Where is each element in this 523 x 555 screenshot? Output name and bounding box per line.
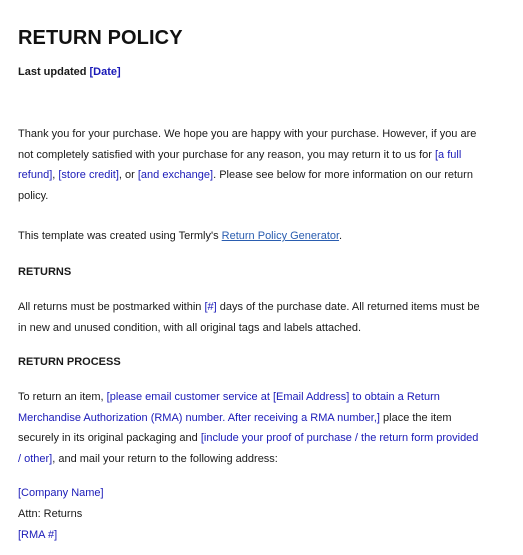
last-updated	[18, 66, 121, 78]
intro-line-2: not completely satisfied with your purchase for any reason, you may return it to us for	[18, 148, 435, 161]
return-policy-generator-link[interactable]: Return Policy Generator	[221, 230, 340, 242]
template-note-text: This template was created using Termly's	[18, 230, 222, 242]
proof-of-purchase-placeholder-1: [include your proof of purchase / the return form provided	[200, 432, 479, 444]
intro-separator-1: ,	[52, 169, 59, 181]
address-company-placeholder: [Company Name]	[18, 487, 104, 499]
process-line-4b: , and mail your return to the following address:	[52, 452, 278, 465]
full-refund-placeholder-start: [a full	[434, 148, 462, 161]
returns-paragraph	[18, 297, 508, 338]
exchange-placeholder: [and exchange]	[137, 169, 214, 181]
process-line-2b: place the item	[379, 411, 452, 424]
process-line-3a: securely in its original packaging and	[18, 432, 201, 444]
last-updated-date-placeholder: [Date]	[89, 66, 121, 78]
address-rma-placeholder: [RMA #]	[18, 529, 58, 541]
intro-separator-2: , or	[118, 169, 138, 181]
address-attn: Attn: Returns	[18, 508, 83, 520]
returns-heading: RETURNS	[18, 266, 72, 278]
return-process-heading: RETURN PROCESS	[18, 356, 121, 368]
template-note	[18, 226, 508, 247]
proof-of-purchase-placeholder-2: / other]	[18, 452, 53, 465]
intro-paragraph	[18, 124, 508, 206]
returns-line-1a: All returns must be postmarked within	[18, 301, 205, 313]
returns-line-2: in new and unused condition, with all original tags and labels attached.	[18, 321, 362, 334]
full-refund-placeholder-end: refund]	[18, 169, 53, 181]
days-placeholder: [#]	[204, 301, 217, 313]
template-note-end: .	[339, 230, 343, 242]
email-instruction-placeholder-1: [please email customer service at [Email Address] to obtain a Return	[106, 391, 440, 403]
store-credit-placeholder: [store credit]	[58, 169, 119, 181]
process-line-1a: To return an item,	[18, 391, 107, 403]
last-updated-label: Last updated	[18, 66, 90, 78]
intro-line-1: Thank you for your purchase. We hope you are happy with your purchase. However, if you are	[18, 128, 477, 140]
returns-line-1b: days of the purchase date. All returned items must be	[216, 301, 480, 313]
page-title: RETURN POLICY	[18, 27, 183, 49]
intro-line-4: policy.	[18, 189, 49, 202]
return-process-paragraph	[18, 387, 508, 469]
email-instruction-placeholder-2: Merchandise Authorization (RMA) number. After receiving a RMA number,]	[18, 411, 380, 424]
intro-line-3: . Please see below for more information on our return	[213, 169, 473, 181]
